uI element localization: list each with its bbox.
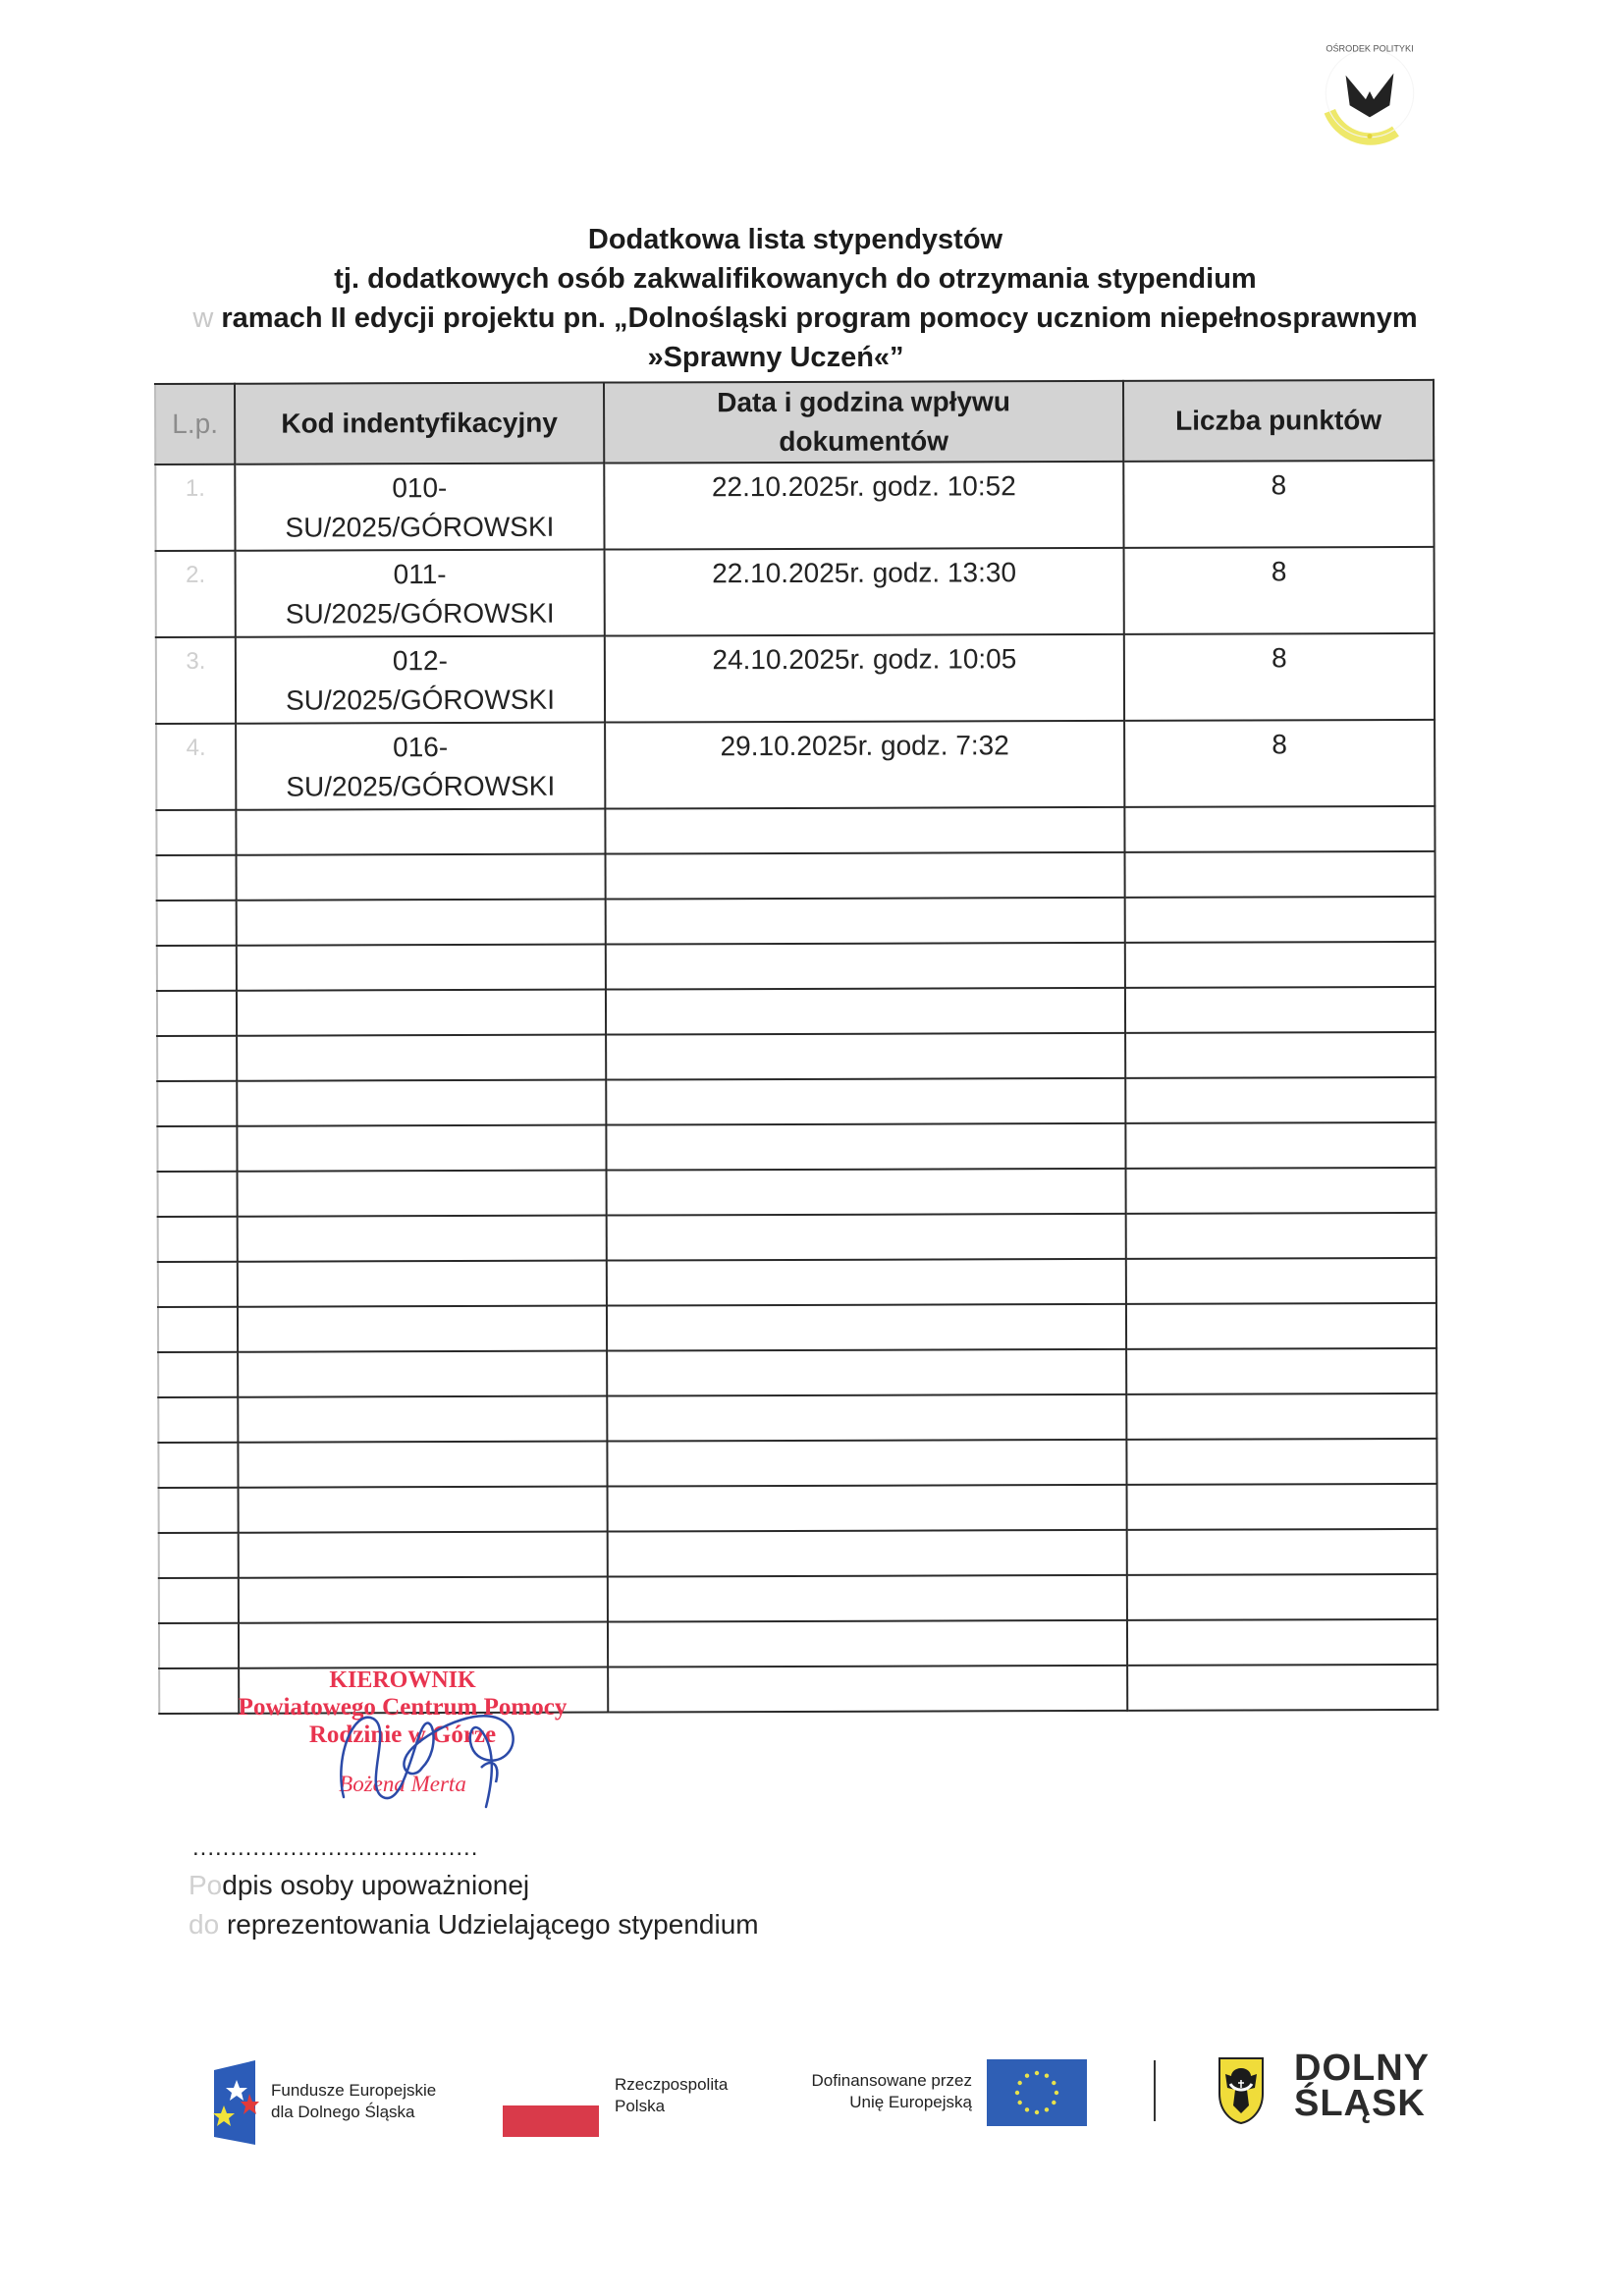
cell-points: 8 [1124,547,1435,634]
signature-line: ...................................... [192,1834,479,1861]
cell-empty [239,1622,608,1668]
cell-points: 8 [1124,720,1435,807]
table-row-empty [158,1439,1436,1488]
cell-empty [238,1216,607,1262]
code-line1: 012- [392,645,448,677]
caption-text: reprezentowania Udzielającego stypendium [226,1909,759,1940]
stamp-institution: Powiatowego Centrum Pomocy [238,1694,568,1721]
cell-lp: 1. [155,465,235,551]
cell-empty [1125,897,1435,943]
cell-empty [1127,1665,1437,1711]
cell-empty [237,990,606,1036]
cell-empty [1126,1168,1436,1214]
cell-empty [608,1666,1127,1713]
eu-star [1018,2101,1022,2105]
polish-flag-icon [503,2074,599,2137]
cell-empty [1126,1348,1436,1394]
header-code: Kod indentyfikacyjny [235,383,604,465]
cell-empty [238,1306,607,1352]
cell-empty [1127,1619,1437,1666]
eu-label-2: Unię Europejską [849,2093,972,2111]
project-text: ramach II edycji projektu pn. „Dolnośląski program pomocy uczniom niepełnosprawnym [221,302,1418,334]
eu-star [1052,2081,1056,2085]
cell-empty [238,1171,607,1217]
cell-date: 29.10.2025r. godz. 7:32 [605,721,1124,809]
dops-logo-icon [1310,33,1430,153]
table-row-empty [156,806,1435,855]
cell-empty [237,1080,606,1126]
flag-white [503,2074,599,2105]
table-row-empty [158,1303,1436,1352]
table-row-empty [158,1258,1436,1307]
cell-empty [158,1397,238,1443]
table-body [155,461,1437,1714]
cell-empty [606,988,1125,1035]
cell-empty [606,1123,1125,1171]
flag-red [503,2105,599,2137]
cell-empty [159,1488,239,1533]
cell-empty [157,901,237,946]
handwritten-signature [324,1689,540,1827]
cell-empty [237,900,606,946]
wordmark-line2: ŚLĄSK [1294,2083,1426,2124]
cell-empty [157,946,237,991]
cell-empty [238,1261,607,1307]
table-row-empty [157,942,1435,991]
code-line2: SU/2025/GÓROWSKI [286,683,556,716]
cell-empty [157,991,237,1036]
code-line1: 010- [392,472,448,504]
table-row-empty [157,1122,1435,1172]
cell-empty [607,1440,1126,1487]
lower-silesia-wordmark [1294,2048,1430,2124]
header-lp: L.p. [155,384,235,465]
cell-empty [1126,1258,1436,1304]
table-header-row [155,380,1434,465]
stamp-title: KIEROWNIK [329,1667,476,1693]
cell-empty [158,1172,238,1217]
cell-empty [159,1578,239,1623]
table-row-empty [157,1032,1435,1081]
table-row-empty [159,1619,1437,1668]
cell-lp: 3. [156,637,236,724]
code-line2: SU/2025/GÓROWSKI [285,597,555,629]
cell-empty [159,1623,239,1668]
faded-prefix: do [189,1909,220,1940]
cell-empty [606,1033,1125,1080]
cell-empty [1124,806,1435,852]
european-funds-logo-icon [210,2058,259,2147]
cell-empty [1125,942,1435,988]
cell-empty [239,1487,608,1533]
cell-empty [1126,1303,1436,1349]
table-row [156,720,1435,810]
wordmark-line1: DOLNY [1294,2048,1430,2089]
header-points: Liczba punktów [1123,380,1434,462]
cell-empty [1125,1122,1435,1169]
cell-empty [1126,1439,1436,1485]
cell-empty [1125,851,1435,898]
cell-empty [237,945,606,991]
cell-empty [156,810,236,855]
cell-empty [158,1352,238,1397]
cell-points: 8 [1124,633,1435,721]
table-row-empty [157,987,1435,1036]
eu-flag-icon [987,2059,1087,2126]
header-date-text: Data i godzina wpływu dokumentów [717,386,1010,458]
cell-empty [1125,1077,1435,1123]
cell-code [236,636,605,724]
cell-empty [237,854,606,901]
svg-text:OŚRODEK POLITYKI: OŚRODEK POLITYKI [1326,43,1414,54]
cell-empty [158,1307,238,1352]
cell-empty [1127,1484,1437,1530]
cell-empty [608,1485,1127,1532]
cell-empty [608,1575,1127,1622]
cell-empty [238,1442,607,1488]
cell-empty [238,1351,607,1397]
cell-empty [607,1394,1126,1442]
cell-empty [1125,1032,1435,1078]
cell-empty [607,1304,1126,1351]
table-row-empty [158,1213,1436,1262]
cell-empty [607,1214,1126,1261]
header-date [604,381,1123,464]
document-subtitle: tj. dodatkowych osób zakwalifikowanych do otrzymania stypendium [334,263,1257,295]
cell-empty [608,1620,1127,1667]
cell-empty [159,1533,239,1578]
cell-points: 8 [1123,461,1434,548]
eu-star [1055,2091,1058,2095]
eu-star [1035,2071,1039,2075]
cell-code [235,464,604,551]
table-row [156,547,1435,637]
table-row-empty [159,1574,1437,1623]
cell-lp: 2. [156,551,236,637]
caption-text: dpis osoby upoważnionej [222,1870,530,1900]
table-row-empty [159,1484,1437,1533]
cell-empty [157,1036,237,1081]
code-line2: SU/2025/GÓROWSKI [285,511,555,543]
cell-date: 24.10.2025r. godz. 10:05 [605,634,1124,723]
stamp-name: Bożena Merta [339,1772,466,1796]
footer-divider [1154,2060,1156,2121]
document-title: Dodatkowa lista stypendystów [587,224,1003,255]
table-row-empty [157,851,1435,901]
signature-caption-2 [189,1909,759,1941]
eu-star [1025,2107,1029,2111]
cell-empty [1126,1213,1436,1259]
cell-empty [1125,987,1435,1033]
cell-date: 22.10.2025r. godz. 10:52 [604,462,1123,550]
cell-empty [607,1349,1126,1396]
cell-lp: 4. [156,724,236,810]
table-row-empty [158,1348,1436,1397]
cell-empty [605,807,1124,854]
cell-empty [239,1532,608,1578]
signature-caption-1 [189,1870,529,1901]
eu-star [1018,2081,1022,2085]
fe-label-2: dla Dolnego Śląska [271,2103,415,2121]
cell-empty [238,1396,607,1443]
table-row-empty [158,1168,1436,1217]
pl-label-1: Rzeczpospolita [615,2075,729,2094]
project-line [10,302,1600,335]
cell-empty [606,943,1125,990]
cell-empty [607,1259,1126,1306]
faded-prefix: w [192,302,214,334]
table-row-empty [157,1077,1435,1126]
cell-empty [236,809,605,855]
cell-empty [157,1081,237,1126]
cell-code [236,723,605,810]
code-line1: 011- [393,559,447,590]
eu-star [1015,2091,1019,2095]
eu-label-1: Dofinansowane przez [811,2071,972,2090]
eu-star [1045,2074,1049,2078]
cell-empty [607,1169,1126,1216]
scholarship-table [154,379,1438,1715]
faded-prefix: Po [189,1870,223,1900]
eu-star [1035,2110,1039,2114]
code-line1: 016- [393,732,449,763]
cell-empty [158,1262,238,1307]
cell-empty [606,852,1125,900]
eu-star [1025,2074,1029,2078]
cell-empty [158,1443,238,1488]
cell-empty [1127,1574,1437,1620]
stamp-institution-2: Rodzinie w Górze [308,1722,497,1748]
cell-empty [237,1125,606,1172]
table-row [156,633,1435,724]
table-row-empty [159,1529,1437,1578]
table-row [155,461,1434,551]
cell-date: 22.10.2025r. godz. 13:30 [605,548,1124,636]
cell-empty [606,898,1125,945]
cell-empty [608,1530,1127,1577]
fe-label-1: Fundusze Europejskie [271,2081,437,2100]
cell-empty [1127,1529,1437,1575]
table-row-empty [158,1394,1436,1443]
project-name: »Sprawny Uczeń«” [647,342,904,373]
cell-empty [237,1035,606,1081]
cell-empty [1126,1394,1436,1440]
eu-star [1052,2101,1056,2105]
pl-label-2: Polska [615,2097,666,2115]
cell-code [236,550,605,637]
cell-empty [239,1577,608,1623]
cell-empty [157,1126,237,1172]
code-line2: SU/2025/GÓROWSKI [286,770,556,802]
cell-empty [157,855,237,901]
table-row-empty [157,897,1435,946]
lower-silesia-crest-icon [1218,2054,1265,2125]
eu-star [1045,2107,1049,2111]
cell-empty [158,1217,238,1262]
cell-empty [606,1078,1125,1125]
